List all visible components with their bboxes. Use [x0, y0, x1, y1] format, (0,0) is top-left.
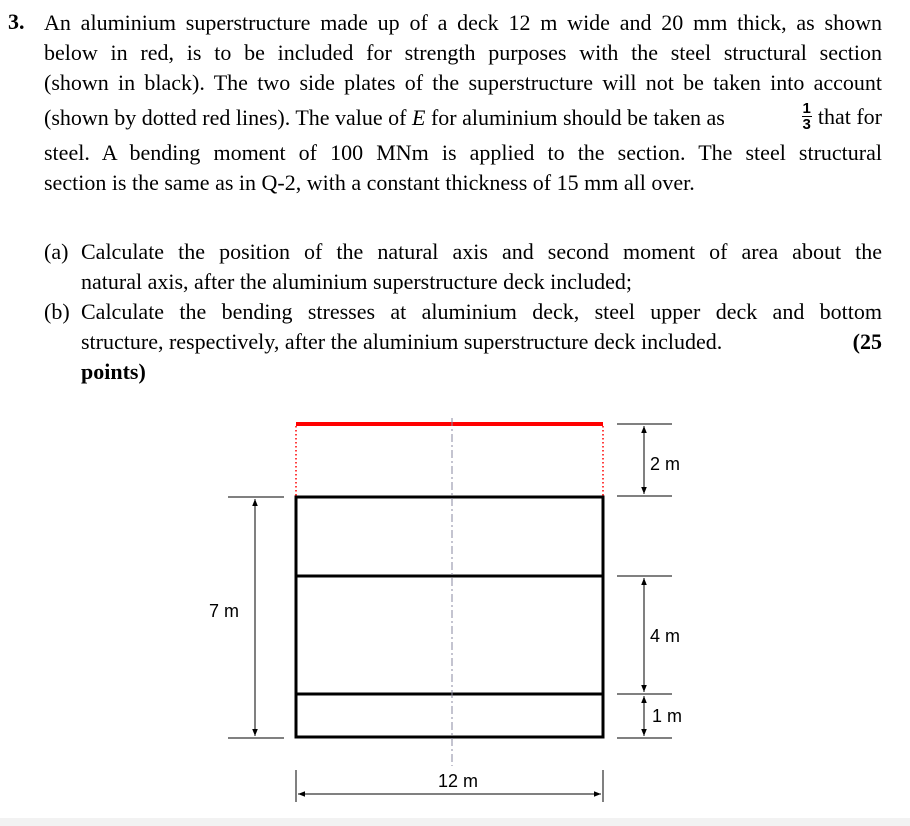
fraction-denominator: 3	[802, 116, 811, 134]
dim-12m-label: 12 m	[438, 771, 479, 791]
part-a-label: (a)	[44, 239, 69, 264]
part-b-label: (b)	[44, 299, 70, 324]
question-line-5: steel. A bending moment of 100 MNm is applied to the section. The steel structural	[44, 140, 882, 165]
dim-left-label: 7 m	[209, 601, 240, 621]
dim-2m-label: 2 m	[650, 454, 681, 474]
question-line-4-tail: $\frac{1}{3}$ that for	[802, 100, 882, 134]
question-line-6: section is the same as in Q-2, with a constant thickness of 15 mm all over.	[44, 170, 695, 195]
steel-section-outline	[296, 497, 603, 737]
part-a-line-1: Calculate the position of the natural axis and second moment of area about the	[81, 239, 882, 264]
points-label: (25	[852, 329, 882, 354]
question-line-3: (shown in black). The two side plates of the superstructure will not be taken into account	[44, 70, 882, 95]
question-line-4-lead: (shown by dotted red lines). The value of E for aluminium should be taken as	[44, 105, 725, 130]
question-number: 3.	[8, 9, 25, 34]
page-bottom-edge	[0, 818, 910, 826]
part-b-line-1: Calculate the bending stresses at aluminium deck, steel upper deck and bottom	[81, 299, 882, 324]
question-line-2: below in red, is to be included for strength purposes with the steel structural section	[44, 40, 882, 65]
points-label-continued: points)	[81, 359, 146, 384]
dim-1m-label: 1 m	[652, 706, 683, 726]
part-b-line-2-text: structure, respectively, after the aluminium superstructure deck included.	[81, 329, 723, 354]
question-line-1: An aluminium superstructure made up of a deck 12 m wide and 20 mm thick, as shown	[44, 10, 882, 35]
fraction-numerator: 1	[802, 100, 811, 118]
dim-4m-label: 4 m	[650, 626, 681, 646]
modulus-symbol: E	[412, 105, 426, 130]
part-a-line-2: natural axis, after the aluminium superstructure deck included;	[81, 269, 633, 294]
